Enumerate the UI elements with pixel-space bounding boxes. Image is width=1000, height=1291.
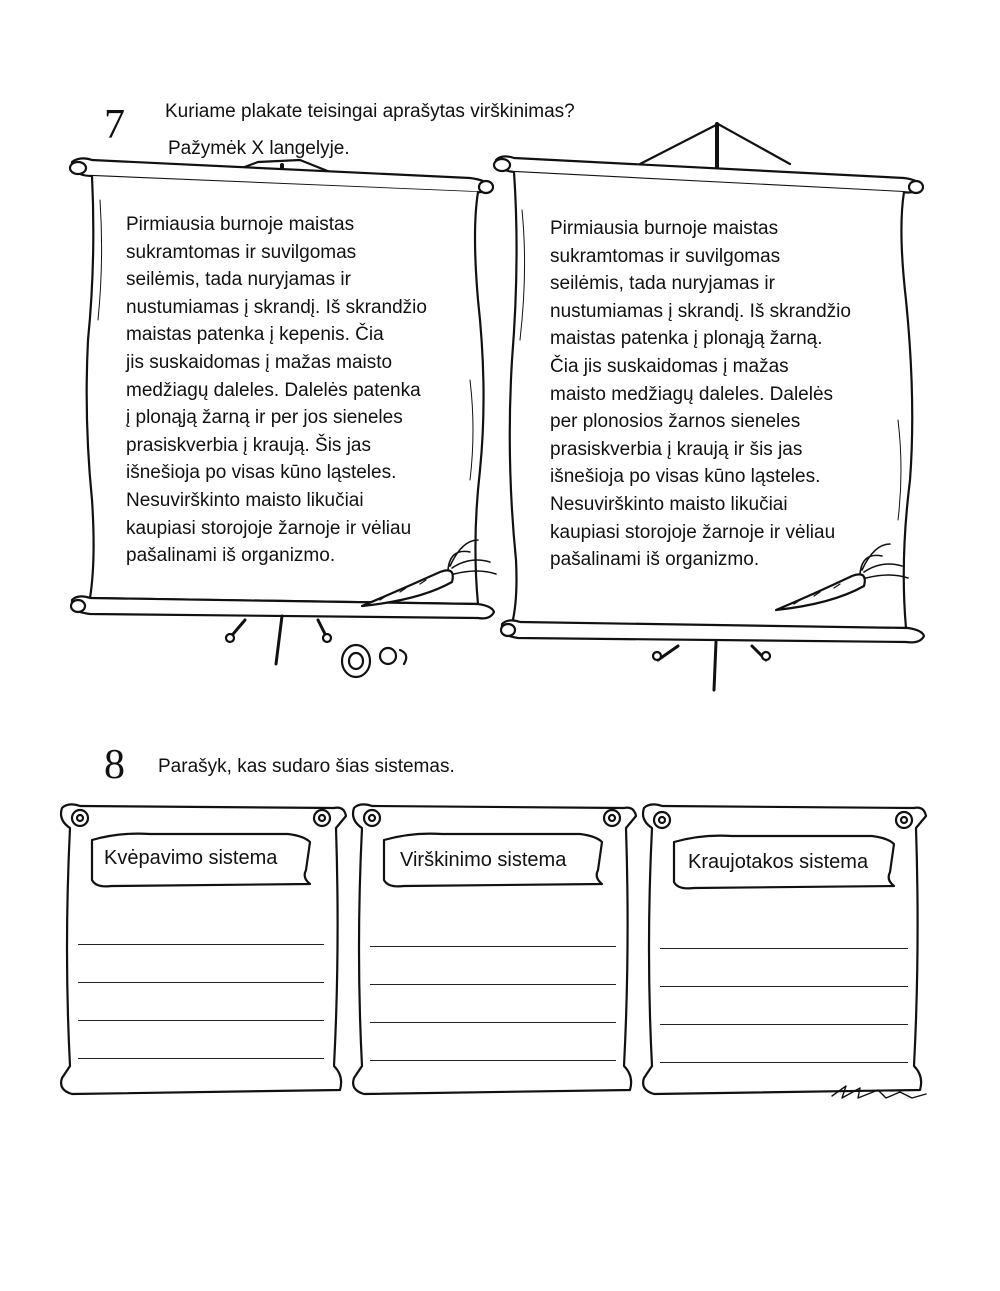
answer-line[interactable] — [660, 1024, 908, 1025]
poster-text-line: nustumiamas į skrandį. Iš skrandžio — [550, 300, 851, 322]
poster-text-line: medžiagų daleles. Dalelės patenka — [126, 379, 421, 401]
task-7-number: 7 — [104, 102, 125, 148]
poster-text-line: pašalinami iš organizmo. — [550, 549, 760, 571]
answer-line[interactable] — [78, 1058, 324, 1059]
task-8-number: 8 — [104, 742, 125, 788]
poster-text-line: maisto medžiagų daleles. Dalelės — [550, 383, 834, 405]
poster-text-line: nustumiamas į skrandį. Iš skrandžio — [126, 296, 427, 318]
task-7-question: Kuriame plakate teisingai aprašytas virškinimas? — [165, 101, 575, 122]
poster-text-line: Nesuvirškinto maisto likučiai — [550, 493, 788, 515]
poster-text-line: maistas patenka į plonąją žarną. — [550, 328, 823, 350]
system-title-kraujotakos: Kraujotakos sistema — [688, 851, 869, 873]
poster-right-text[interactable] — [550, 215, 851, 574]
poster-text-line: jis suskaidomas į mažas maisto — [126, 351, 393, 373]
poster-text-line: Pirmiausia burnoje maistas — [550, 218, 779, 239]
poster-text-line: į plonąją žarną ir per jos sieneles — [126, 407, 403, 429]
answer-line[interactable] — [78, 1020, 324, 1021]
answer-line[interactable] — [78, 982, 324, 983]
poster-text-line: per plonosios žarnos sieneles — [550, 411, 801, 433]
poster-text-line: Pirmiausia burnoje maistas — [126, 214, 355, 235]
poster-text-line: išnešioja po visas kūno ląsteles. — [550, 466, 821, 488]
poster-text-line: seilėmis, tada nuryjamas ir — [550, 273, 775, 295]
poster-text-line: maistas patenka į kepenis. Čia — [126, 324, 384, 346]
poster-text-line: prasiskverbia į kraują. Šis jas — [126, 434, 371, 456]
answer-line[interactable] — [660, 948, 908, 949]
poster-text-line: išnešioja po visas kūno ląsteles. — [126, 462, 397, 484]
poster-left-text[interactable] — [126, 211, 427, 570]
poster-text-line: sukramtomas ir suvilgomas — [550, 245, 781, 267]
poster-text-line: seilėmis, tada nuryjamas ir — [126, 269, 351, 291]
poster-text-line: kaupiasi storojoje žarnoje ir vėliau — [126, 517, 412, 539]
poster-text-line: Čia jis suskaidomas į mažas — [550, 355, 789, 377]
poster-text-line: pašalinami iš organizmo. — [126, 545, 336, 567]
poster-text-line: kaupiasi storojoje žarnoje ir vėliau — [550, 521, 836, 543]
poster-text-line: prasiskverbia į kraują ir šis jas — [550, 438, 803, 460]
answer-line[interactable] — [370, 984, 616, 985]
system-title-kvepavimo: Kvėpavimo sistema — [104, 847, 278, 869]
answer-line[interactable] — [370, 946, 616, 947]
answer-line[interactable] — [370, 1060, 616, 1061]
answer-line[interactable] — [370, 1022, 616, 1023]
poster-text-line: sukramtomas ir suvilgomas — [126, 241, 357, 263]
task-7-instruction: Pažymėk X langelyje. — [168, 138, 350, 159]
task-8-question: Parašyk, kas sudaro šias sistemas. — [158, 756, 455, 777]
answer-line[interactable] — [660, 1062, 908, 1063]
poster-text-line: Nesuvirškinto maisto likučiai — [126, 489, 364, 511]
system-title-virskinimo: Virškinimo sistema — [400, 849, 567, 871]
answer-line[interactable] — [78, 944, 324, 945]
answer-line[interactable] — [660, 986, 908, 987]
